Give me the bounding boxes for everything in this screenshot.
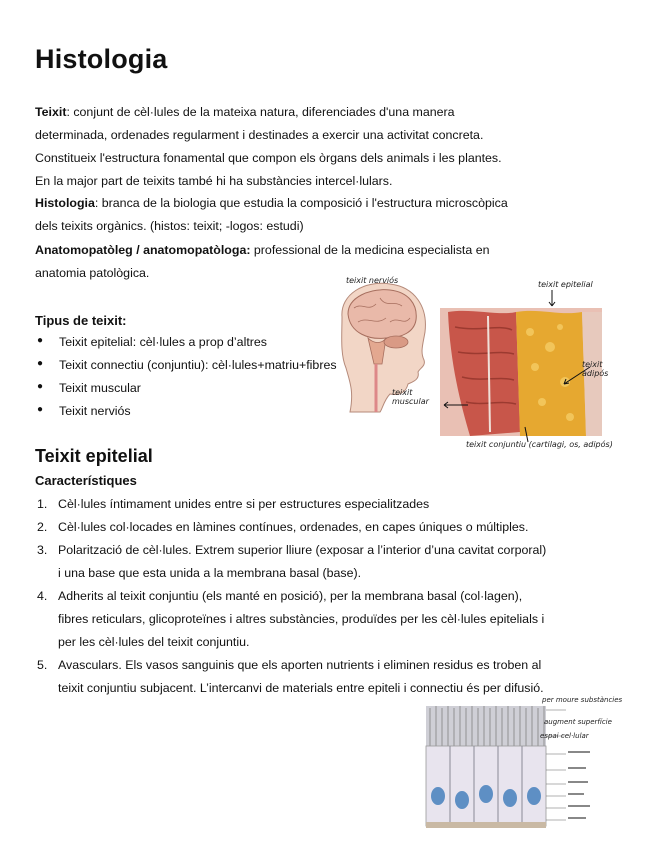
list-item-3-line-2: i una base que esta unida a la membrana basal (base). (58, 566, 362, 580)
anatomo-term: Anatomopatòleg / anatomopatòloga: (35, 243, 251, 257)
tipus-item-epitelial: Teixit epitelial: cèl·lules a prop d’altres (59, 335, 267, 349)
histologia-definition-line-1: Histologia: branca de la biologia que estudia la composició i l'estructura microscòpica (35, 196, 508, 210)
tipus-item-nervios: Teixit nerviós (59, 404, 131, 418)
teixit-definition-line-1: Teixit: conjunt de cèl·lules de la mateixa natura, diferenciades d'una manera (35, 105, 455, 119)
bullet-icon: ● (37, 381, 44, 392)
teixit-definition-line-3: Constitueix l'estructura fonamental que compon els òrgans dels animals i les plantes. (35, 151, 502, 165)
list-item-4-line-2: fibres reticulars, glicoproteïnes i altres substàncies, produïdes per les cèl·lules epitelials i (58, 612, 545, 626)
label-teixit-epitelial: teixit epitelial (538, 280, 593, 289)
epithelium-illustration (416, 696, 616, 836)
label-teixit-nervios: teixit nerviós (346, 276, 399, 285)
caracteristiques-heading: Característiques (35, 473, 137, 488)
section-heading-epitelial: Teixit epitelial (35, 446, 153, 466)
list-item-5-line-1: Avasculars. Els vasos sanguinis que els aporten nutrients i eliminen residus es troben al (58, 658, 542, 672)
list-item-2-line-1: Cèl·lules col·locades en làmines contínues, ordenades, en capes úniques o múltiples. (58, 520, 529, 534)
anatomo-definition-line-2: anatomia patològica. (35, 266, 150, 280)
bullet-icon: ● (37, 404, 44, 415)
teixit-definition-line-2: determinada, ordenades regularment i destinades a exercir una activitat concreta. (35, 128, 484, 142)
list-number: 3. (37, 543, 48, 557)
bullet-icon: ● (37, 358, 44, 369)
label-teixit-conjuntiu: teixit conjuntiu (cartilagi, os, adipós) (466, 440, 613, 449)
label-teixit-muscular: teixit muscular (392, 388, 429, 406)
tipus-item-connectiu: Teixit connectiu (conjuntiu): cèl·lules+matriu+fibres (59, 358, 337, 372)
tipus-heading: Tipus de teixit: (35, 313, 127, 328)
list-number: 1. (37, 497, 48, 511)
tissue-types-figure (320, 272, 620, 452)
page-title: Histologia (35, 44, 168, 74)
list-number: 2. (37, 520, 48, 534)
teixit-term: Teixit (35, 105, 67, 119)
anatomo-definition-line-1: Anatomopatòleg / anatomopatòloga: professional de la medicina especialista en (35, 243, 490, 257)
epithelium-figure (416, 696, 623, 836)
list-item-4-line-3: per les cèl·lules del teixit conjuntiu. (58, 635, 250, 649)
label-per-moure-substancies: per moure substàncies (542, 696, 623, 704)
tissue-types-illustration (320, 272, 620, 452)
label-espai-cellular: espai cel·lular (540, 732, 589, 740)
bullet-icon: ● (37, 335, 44, 346)
list-number: 4. (37, 589, 48, 603)
list-item-1-line-1: Cèl·lules íntimament unides entre si per estructures especialitzades (58, 497, 430, 511)
histologia-definition-line-2: dels teixits orgànics. (histos: teixit; -logos: estudi) (35, 219, 304, 233)
list-item-5-line-2: teixit conjuntiu subjacent. L’intercanvi de materials entre epiteli i connectiu és per difusió. (58, 681, 544, 695)
label-teixit-adipos: teixit adipós (582, 360, 609, 378)
label-augment-superficie: augment superfície (544, 718, 612, 726)
list-number: 5. (37, 658, 48, 672)
tipus-item-muscular: Teixit muscular (59, 381, 141, 395)
list-item-4-line-1: Adherits al teixit conjuntiu (els manté en posició), per la membrana basal (col·lagen), (58, 589, 523, 603)
histologia-term: Histologia (35, 196, 95, 210)
teixit-definition-line-4: En la major part de teixits també hi ha substàncies intercel·lulars. (35, 174, 393, 188)
list-item-3-line-1: Polarització de cèl·lules. Extrem superior lliure (exposar a l’interior d’una cavitat corporal) (58, 543, 547, 557)
